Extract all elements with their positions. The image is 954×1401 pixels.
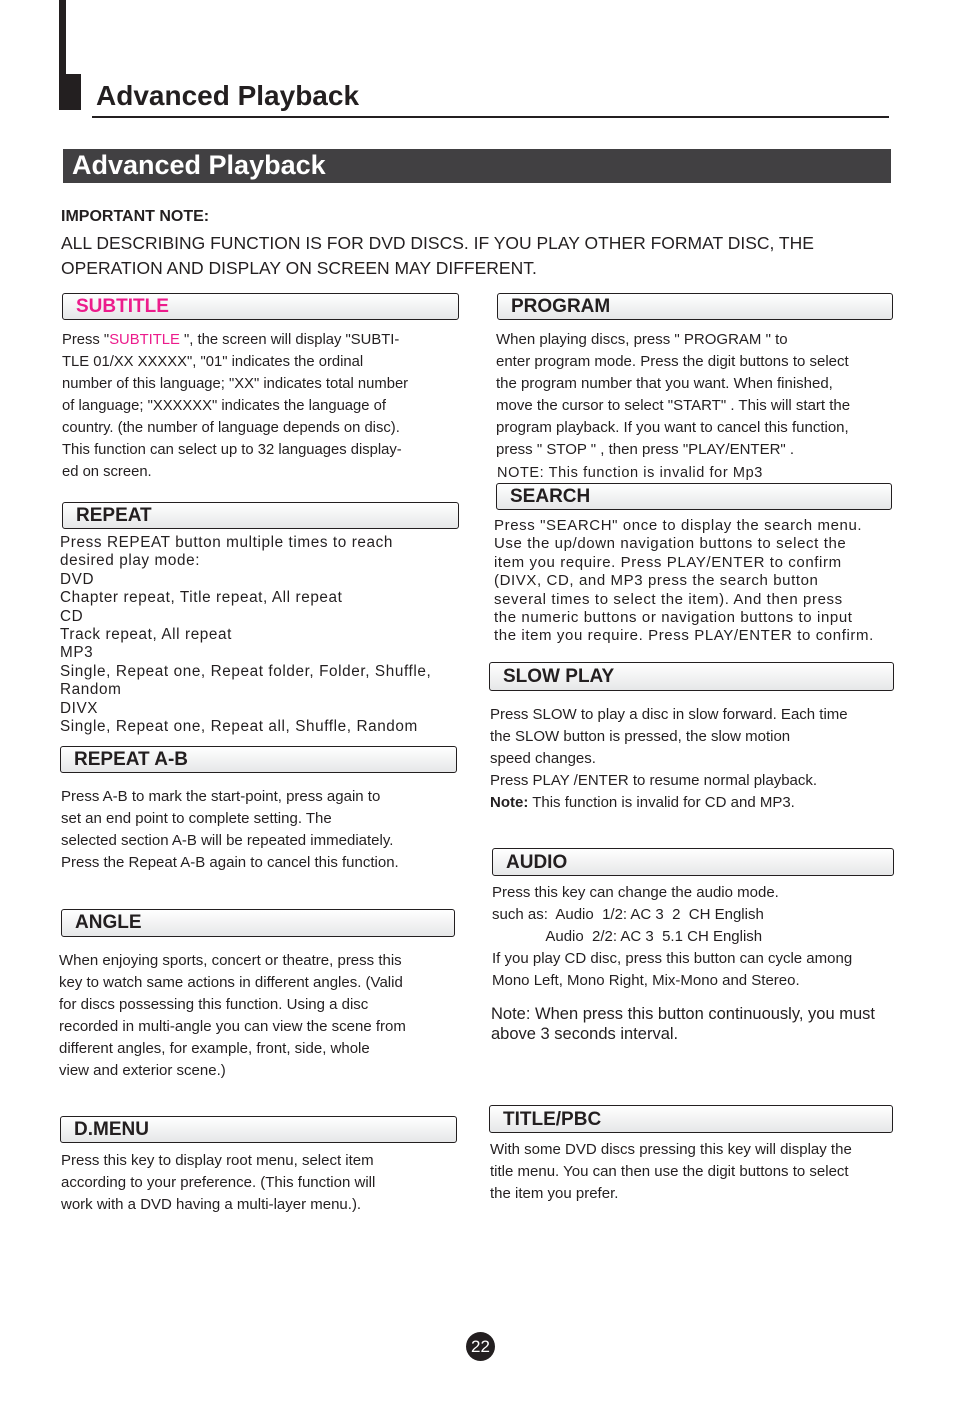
subtitle-line: country. (the number of language depends on disc).: [62, 420, 400, 436]
slow-play-note-text: This function is invalid for CD and MP3.: [528, 794, 795, 811]
repeat-line: Chapter repeat, Title repeat, All repeat: [60, 589, 343, 607]
program-line: program playback. If you want to cancel this function,: [496, 419, 849, 436]
audio-note-line: above 3 seconds interval.: [491, 1025, 679, 1043]
slow-play-line: Press SLOW to play a disc in slow forward. Each time: [490, 706, 848, 723]
repeat-ab-line: Press the Repeat A-B again to cancel this function.: [61, 854, 399, 871]
subtitle-key-name: SUBTITLE: [109, 332, 180, 348]
search-line: the numeric buttons or navigation buttons to input: [494, 609, 853, 627]
dmenu-section-title: D.MENU: [74, 1119, 149, 1140]
program-body: [496, 329, 850, 461]
slow-play-line: the SLOW button is pressed, the slow motion: [490, 728, 791, 745]
slow-play-section-header: [489, 662, 894, 691]
subtitle-line: ed on screen.: [62, 464, 152, 480]
repeat-ab-section-header: [60, 746, 457, 773]
repeat-section-header: [62, 502, 459, 529]
subtitle-text-post: ", the screen will display "SUBTI-: [179, 332, 400, 348]
dmenu-line: Press this key to display root menu, select item: [61, 1152, 374, 1169]
subtitle-line: [62, 329, 408, 351]
title-pbc-line: the item you prefer.: [490, 1185, 619, 1202]
repeat-line: DIVX: [60, 699, 99, 717]
search-line: several times to select the item). And then press: [494, 590, 843, 608]
dmenu-line: according to your preference. (This function will: [61, 1174, 376, 1191]
repeat-line: Random: [60, 681, 122, 699]
angle-section-title: ANGLE: [75, 912, 142, 933]
program-line: move the cursor to select "START" . This will start the: [496, 397, 851, 414]
repeat-line: DVD: [60, 570, 95, 588]
repeat-ab-line: selected section A-B will be repeated immediately.: [61, 832, 394, 849]
program-line: enter program mode. Press the digit buttons to select: [496, 353, 849, 370]
header-block-accent: [59, 74, 81, 110]
title-pbc-body: [490, 1139, 852, 1205]
audio-line: such as: Audio 1/2: AC 3 2 CH English: [492, 906, 764, 923]
program-section-header: [497, 293, 893, 320]
angle-line: key to watch same actions in different angles. (Valid: [59, 974, 403, 991]
title-pbc-line: title menu. You can then use the digit buttons to select: [490, 1163, 849, 1180]
audio-section-title: AUDIO: [506, 852, 568, 873]
slow-play-section-title: SLOW PLAY: [503, 666, 615, 687]
audio-line: Audio 2/2: AC 3 5.1 CH English: [492, 928, 763, 945]
repeat-line: Single, Repeat one, Repeat folder, Folder, Shuffle,: [60, 662, 432, 680]
angle-line: different angles, for example, front, side, whole: [59, 1040, 370, 1057]
audio-line: If you play CD disc, press this button can cycle among: [492, 950, 853, 967]
dmenu-line: work with a DVD having a multi-layer menu.).: [61, 1196, 362, 1213]
title-pbc-line: With some DVD discs pressing this key will display the: [490, 1141, 852, 1158]
search-line: item you require. Press PLAY/ENTER to confirm: [494, 553, 842, 571]
important-note-body: [61, 231, 901, 281]
dmenu-body: [61, 1150, 375, 1216]
search-line: (DIVX, CD, and MP3 press the search button: [494, 572, 819, 590]
audio-section-header: [492, 848, 894, 876]
repeat-line: desired play mode:: [60, 552, 201, 570]
repeat-line: Press REPEAT button multiple times to reach: [60, 534, 393, 551]
audio-line: Mono Left, Mono Right, Mix-Mono and Stereo.: [492, 972, 800, 989]
search-line: Press "SEARCH" once to display the search menu.: [494, 517, 863, 534]
audio-body: [492, 882, 852, 992]
title-pbc-section-header: [489, 1105, 893, 1133]
banner-title: Advanced Playback: [72, 150, 326, 180]
program-note: [497, 464, 763, 482]
angle-line: When enjoying sports, concert or theatre, press this: [59, 952, 402, 969]
angle-line: recorded in multi-angle you can view the scene from: [59, 1018, 406, 1035]
angle-section-header: [61, 909, 455, 937]
section-banner: [63, 149, 891, 183]
repeat-ab-line: set an end point to complete setting. The: [61, 810, 332, 827]
program-section-title: PROGRAM: [511, 296, 611, 317]
repeat-ab-line: Press A-B to mark the start-point, press again to: [61, 788, 381, 805]
subtitle-line: This function can select up to 32 languages display-: [62, 442, 402, 458]
angle-body: [59, 950, 406, 1082]
slow-play-body: [490, 704, 848, 814]
subtitle-section-header: [62, 293, 459, 320]
page-header-title: Advanced Playback: [96, 80, 360, 111]
search-section-title: SEARCH: [510, 486, 591, 507]
audio-note-line: Note: When press this button continuously, you must: [491, 1005, 875, 1023]
repeat-section-title: REPEAT: [76, 505, 152, 526]
repeat-line: Single, Repeat one, Repeat all, Shuffle, Random: [60, 718, 418, 736]
slow-play-line: Press PLAY /ENTER to resume normal playback.: [490, 772, 818, 789]
repeat-line: MP3: [60, 644, 94, 662]
search-section-header: [496, 483, 892, 510]
program-line: When playing discs, press " PROGRAM " to: [496, 331, 788, 348]
audio-line: Press this key can change the audio mode.: [492, 884, 779, 901]
program-note-text: NOTE: This function is invalid for Mp3: [497, 465, 763, 481]
repeat-line: Track repeat, All repeat: [60, 626, 232, 644]
search-line: Use the up/down navigation buttons to select the: [494, 535, 847, 553]
important-note-line: ALL DESCRIBING FUNCTION IS FOR DVD DISCS. IF YOU PLAY OTHER FORMAT DISC, THE: [61, 233, 814, 253]
important-note-line: OPERATION AND DISPLAY ON SCREEN MAY DIFFERENT.: [61, 258, 537, 278]
title-pbc-section-title: TITLE/PBC: [503, 1109, 602, 1130]
program-line: the program number that you want. When finished,: [496, 375, 833, 392]
subtitle-body: [62, 329, 408, 483]
program-line: press " STOP " , then press "PLAY/ENTER" .: [496, 441, 795, 458]
repeat-ab-section-title: REPEAT A-B: [74, 749, 188, 770]
slow-play-note-label: Note:: [490, 794, 529, 811]
important-note-heading: IMPORTANT NOTE:: [61, 208, 210, 225]
subtitle-line: number of this language; "XX" indicates total number: [62, 376, 409, 392]
subtitle-text-pre: Press ": [62, 332, 110, 348]
header-rule: [92, 116, 889, 118]
repeat-body: [60, 534, 431, 736]
angle-line: for discs possessing this function. Using a disc: [59, 996, 369, 1013]
page-number: 22: [466, 1332, 495, 1361]
audio-note: [491, 1004, 875, 1044]
slow-play-line: speed changes.: [490, 750, 596, 767]
search-body: [494, 517, 874, 646]
subtitle-line: TLE 01/XX XXXXX", "01" indicates the ordinal: [62, 354, 364, 370]
repeat-line: CD: [60, 607, 84, 625]
angle-line: view and exterior scene.): [59, 1062, 226, 1079]
subtitle-section-title: SUBTITLE: [76, 296, 169, 317]
subtitle-line: of language; "XXXXXX" indicates the language of: [62, 398, 386, 414]
slow-play-note: [490, 792, 848, 814]
repeat-ab-body: [61, 786, 399, 874]
search-line: the item you require. Press PLAY/ENTER to confirm.: [494, 627, 874, 645]
dmenu-section-header: [60, 1116, 457, 1143]
